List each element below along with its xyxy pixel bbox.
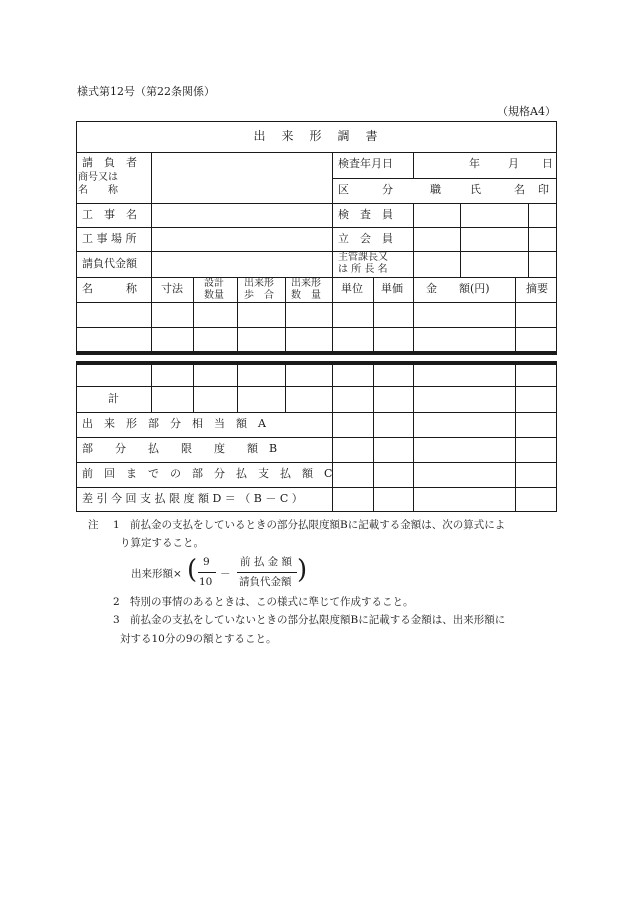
break-line-lower <box>76 361 557 365</box>
col-progress-rate-line1: 出来形 <box>244 278 274 289</box>
inspection-date-label: 検査年月日 <box>338 157 393 170</box>
col-item-name: 名 称 <box>82 282 137 295</box>
col-amount: 金 額(円) <box>426 282 490 295</box>
note-3-text: 前払金の支払をしていないときの部分払限度額Bに記載する金額は、出来形額に <box>130 614 506 627</box>
col-unit-price: 単価 <box>381 282 403 295</box>
paper-size-label: （規格A4） <box>497 105 556 118</box>
row-c-label: 前 回 ま で の 部 分 払 支 払 額 C <box>82 467 333 480</box>
construction-site-label: 工 事 場 所 <box>82 232 137 245</box>
col-progress-rate-line2: 歩 合 <box>244 290 274 301</box>
formula-left-paren: ( <box>187 554 198 585</box>
division-label: 区 分 <box>338 183 393 196</box>
seal-header: 印 <box>538 183 549 196</box>
col-progress-qty-line2: 数 量 <box>291 290 321 301</box>
trade-name-line2: 名 称 <box>78 185 118 196</box>
position-header: 職 <box>430 183 441 196</box>
note-1-continuation: り算定すること。 <box>120 537 204 550</box>
col-design-qty-line1: 設計 <box>204 278 224 289</box>
contract-amount-label: 請負代金額 <box>82 257 137 270</box>
note-3-continuation: 対する10分の9の額とすること。 <box>120 632 277 645</box>
formula <box>103 553 558 593</box>
notes-section <box>88 516 558 648</box>
formula-numerator: 9 <box>203 555 210 568</box>
date-month: 月 <box>508 157 519 170</box>
formula-denominator: 10 <box>199 575 213 588</box>
note-1-number: 1 <box>113 519 120 531</box>
form-title: 出 来 形 調 書 <box>253 128 380 143</box>
date-year: 年 <box>469 157 480 170</box>
notes-label: 注 <box>88 519 99 531</box>
date-day: 日 <box>542 157 553 170</box>
break-line-upper <box>76 351 557 355</box>
formula-prepayment: 前 払 金 額 <box>240 555 293 568</box>
note-1 <box>88 516 558 534</box>
trade-name-line1: 商号又は <box>78 172 118 183</box>
col-design-qty-line2: 数量 <box>204 290 224 301</box>
note-3 <box>88 611 558 629</box>
note-3-number: 3 <box>113 614 120 627</box>
note-2-number: 2 <box>113 595 120 608</box>
construction-name-label: 工 事 名 <box>82 208 137 221</box>
inspector-label: 検 査 員 <box>338 208 393 221</box>
formula-right-paren: ) <box>297 554 308 585</box>
note-2-text: 特別の事情のあるときは、この様式に準じて作成すること。 <box>130 595 414 608</box>
form-number-label: 様式第12号（第22条関係） <box>77 85 215 98</box>
contractor-label: 請 負 者 <box>82 156 137 169</box>
row-b-label: 部 分 払 限 度 額 B <box>82 442 278 455</box>
col-dimension: 寸法 <box>161 282 183 295</box>
progress-form-table <box>76 121 557 512</box>
total-label: 計 <box>108 392 119 405</box>
formula-contract-amount: 請負代金額 <box>239 575 292 588</box>
note-2 <box>88 593 558 611</box>
formula-minus: － <box>220 567 231 580</box>
note-1-text: 前払金の支払をしているときの部分払限度額Bに記載する金額は、次の算式によ <box>130 519 506 531</box>
name-header: 氏 名 <box>470 183 525 196</box>
chief-label-line2: は 所 長 名 <box>338 264 388 275</box>
row-a-label: 出 来 形 部 分 相 当 額 A <box>82 417 266 430</box>
witness-label: 立 会 員 <box>338 232 393 245</box>
row-d-label: 差 引 今 回 支 払 限 度 額 D ＝ （ B － C ） <box>82 492 303 505</box>
col-progress-qty-line1: 出来形 <box>291 278 321 289</box>
formula-prefix: 出来形額× <box>131 567 182 580</box>
chief-label-line1: 主管課長又 <box>338 252 388 263</box>
col-unit: 単位 <box>341 282 363 295</box>
col-remarks: 摘要 <box>526 282 548 295</box>
